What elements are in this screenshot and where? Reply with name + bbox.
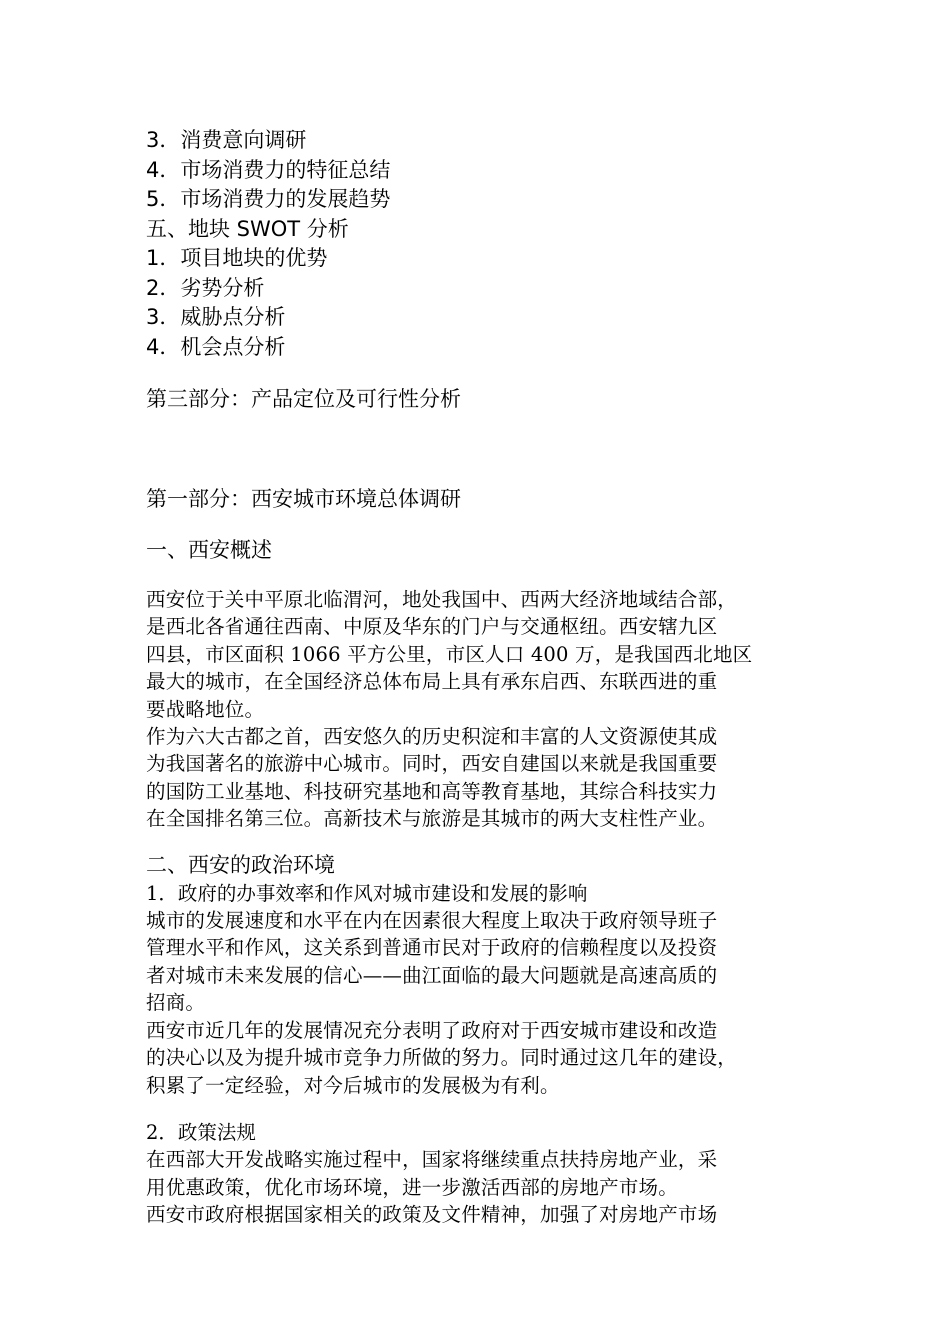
text-line: 在西部大开发战略实施过程中，国家将继续重点扶持房地产业，采 bbox=[146, 1148, 718, 1172]
text-line: 城市的发展速度和水平在内在因素很大程度上取决于政府领导班子 bbox=[146, 909, 718, 933]
text-line: 积累了一定经验，对今后城市的发展极为有利。 bbox=[146, 1073, 560, 1097]
section1-paragraph-1 bbox=[146, 586, 806, 723]
text-line: 管理水平和作风，这关系到普通市民对于政府的信赖程度以及投资 bbox=[146, 936, 718, 960]
toc-item: 3．消费意向调研 bbox=[146, 128, 307, 152]
text-line: 作为六大古都之首，西安悠久的历史积淀和丰富的人文资源使其成 bbox=[146, 725, 718, 749]
toc-item: 1．项目地块的优势 bbox=[146, 246, 328, 270]
part1-heading: 第一部分：西安城市环境总体调研 bbox=[146, 487, 461, 511]
section2-paragraph-1 bbox=[146, 907, 806, 1017]
section2-paragraph-2 bbox=[146, 1017, 806, 1099]
text-line: 最大的城市，在全国经济总体布局上具有承东启西、东联西进的重 bbox=[146, 670, 718, 694]
text-line: 要战略地位。 bbox=[146, 697, 265, 721]
text-line: 用优惠政策，优化市场环境，进一步激活西部的房地产市场。 bbox=[146, 1175, 678, 1199]
text-line: 是西北各省通往西南、中原及华东的门户与交通枢纽。西安辖九区 bbox=[146, 615, 718, 639]
text-line: 西安位于关中平原北临渭河，地处我国中、西两大经济地域结合部， bbox=[146, 588, 738, 611]
section1-heading: 一、西安概述 bbox=[146, 538, 272, 562]
text-line: 在全国排名第三位。高新技术与旅游是其城市的两大支柱性产业。 bbox=[146, 807, 718, 831]
section2-subheading-1: 1．政府的办事效率和作风对城市建设和发展的影响 bbox=[146, 881, 588, 905]
text-line: 西安市政府根据国家相关的政策及文件精神，加强了对房地产市场 bbox=[146, 1203, 718, 1227]
text-line: 四县，市区面积 1066 平方公里，市区人口 400 万，是我国西北地区 bbox=[146, 642, 753, 666]
toc-list bbox=[146, 126, 806, 362]
toc-item: 五、地块 SWOT 分析 bbox=[146, 216, 349, 241]
section2-heading: 二、西安的政治环境 bbox=[146, 852, 335, 877]
text-line: 为我国著名的旅游中心城市。同时，西安自建国以来就是我国重要 bbox=[146, 752, 718, 776]
part3-heading: 第三部分：产品定位及可行性分析 bbox=[146, 387, 461, 411]
text-line: 西安市近几年的发展情况充分表明了政府对于西安城市建设和改造 bbox=[146, 1018, 718, 1042]
section1-paragraph-2 bbox=[146, 723, 806, 833]
section2-subheading-2: 2．政策法规 bbox=[146, 1120, 256, 1144]
text-line: 的国防工业基地、科技研究基地和高等教育基地，其综合科技实力 bbox=[146, 779, 718, 803]
text-line: 的决心以及为提升城市竞争力所做的努力。同时通过这几年的建设， bbox=[146, 1046, 738, 1070]
section2-paragraph-3 bbox=[146, 1146, 806, 1228]
toc-item: 5．市场消费力的发展趋势 bbox=[146, 187, 391, 211]
text-line: 者对城市未来发展的信心——曲江面临的最大问题就是高速高质的 bbox=[146, 963, 718, 987]
document-page bbox=[146, 126, 806, 1229]
toc-item: 2．劣势分析 bbox=[146, 275, 265, 300]
toc-item: 4．机会点分析 bbox=[146, 334, 286, 359]
toc-item: 3．威胁点分析 bbox=[146, 305, 286, 329]
toc-item: 4．市场消费力的特征总结 bbox=[146, 157, 391, 182]
text-line: 招商。 bbox=[146, 991, 206, 1015]
